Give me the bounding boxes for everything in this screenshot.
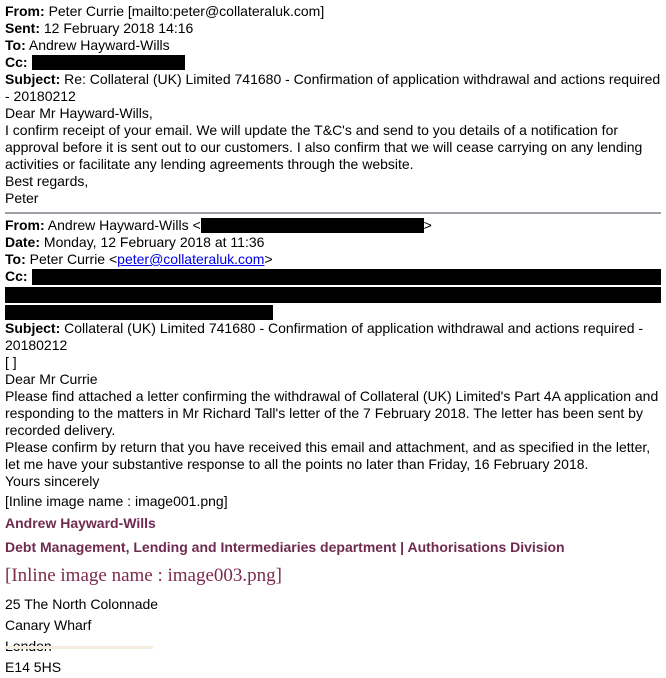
from-suffix: >	[423, 217, 432, 233]
to-prefix: Peter Currie <	[29, 251, 118, 267]
subject-label: Subject:	[5, 320, 61, 336]
to-line	[5, 251, 661, 268]
redaction-bar	[32, 269, 661, 285]
signoff-name: Peter	[5, 190, 39, 206]
body-paragraph: I confirm receipt of your email. We will update the T&C's and send to you details of a notification for approval before it is sent out to our customers. I also confirm that we will cease carrying on any lending activities or facilitate any lending agreements through the website.	[5, 122, 643, 172]
cc-line	[5, 54, 661, 71]
email-address-link[interactable]: peter@collateraluk.com	[117, 251, 265, 267]
sent-value: 12 February 2018 14:16	[43, 20, 194, 36]
to-line	[5, 37, 661, 54]
date-line	[5, 234, 661, 251]
redaction-bar	[32, 55, 185, 70]
subject-label: Subject:	[5, 71, 61, 87]
address-line: Canary Wharf	[5, 617, 92, 633]
from-label: From:	[5, 217, 45, 233]
sent-label: Sent:	[5, 20, 40, 36]
subject-value: Re: Collateral (UK) Limited 741680 - Confirmation of application withdrawal and actions required - 20180212	[5, 71, 661, 104]
email1-body	[5, 105, 661, 207]
inline-image-placeholder: [Inline image name : image003.png]	[5, 565, 282, 586]
to-label: To:	[5, 251, 26, 267]
salutation: Dear Mr Currie	[5, 371, 98, 387]
email1-headers	[5, 3, 661, 105]
cc-label: Cc:	[5, 268, 28, 284]
salutation: Dear Mr Hayward-Wills,	[5, 105, 153, 121]
redaction-bar	[201, 218, 424, 233]
to-suffix: >	[264, 251, 273, 267]
cc-block	[5, 268, 661, 320]
signature-name: Andrew Hayward-Wills	[5, 515, 156, 531]
signature-address	[5, 594, 661, 678]
to-value: Andrew Hayward-Wills	[28, 37, 170, 53]
from-prefix: Andrew Hayward-Wills <	[47, 217, 201, 233]
redaction-bar	[5, 287, 661, 303]
email-thread	[5, 3, 661, 678]
date-label: Date:	[5, 234, 41, 250]
closing: Best regards,	[5, 173, 89, 189]
address-line: 25 The North Colonnade	[5, 596, 159, 612]
to-label: To:	[5, 37, 26, 53]
email2-headers	[5, 217, 661, 354]
date-value: Monday, 12 February 2018 at 11:36	[43, 234, 265, 250]
reply-divider	[5, 212, 661, 214]
cc-label: Cc:	[5, 54, 28, 70]
from-line	[5, 3, 661, 20]
email2-body	[5, 354, 661, 510]
from-line	[5, 217, 661, 234]
redaction-bar	[5, 305, 273, 320]
from-label: From:	[5, 3, 45, 19]
subject-line	[5, 320, 661, 354]
bracket-placeholder: [ ]	[5, 354, 17, 370]
email2-signature	[5, 515, 661, 678]
subject-value: Collateral (UK) Limited 741680 - Confirmation of application withdrawal and actions required - 20180212	[5, 320, 644, 353]
closing: Yours sincerely	[5, 473, 100, 489]
body-paragraph: Please find attached a letter confirming the withdrawal of Collateral (UK) Limited's Part 4A application and responding to the matters in Mr Richard Tall's letter of the 7 February 2018. The letter has been sent by recorded delivery.	[5, 388, 659, 438]
from-value: Peter Currie [mailto:peter@collateraluk.com]	[48, 3, 325, 19]
signature-department: Debt Management, Lending and Intermediaries department | Authorisations Division	[5, 539, 565, 555]
inline-image-placeholder: [Inline image name : image001.png]	[5, 493, 228, 509]
sent-line	[5, 20, 661, 37]
cc-line	[5, 268, 661, 285]
subject-line	[5, 71, 661, 105]
body-paragraph: Please confirm by return that you have received this email and attachment, and as specified in the letter, let me have your substantive response to all the points no later than Friday, 16 February 2018.	[5, 439, 651, 472]
address-line: E14 5HS	[5, 659, 62, 675]
